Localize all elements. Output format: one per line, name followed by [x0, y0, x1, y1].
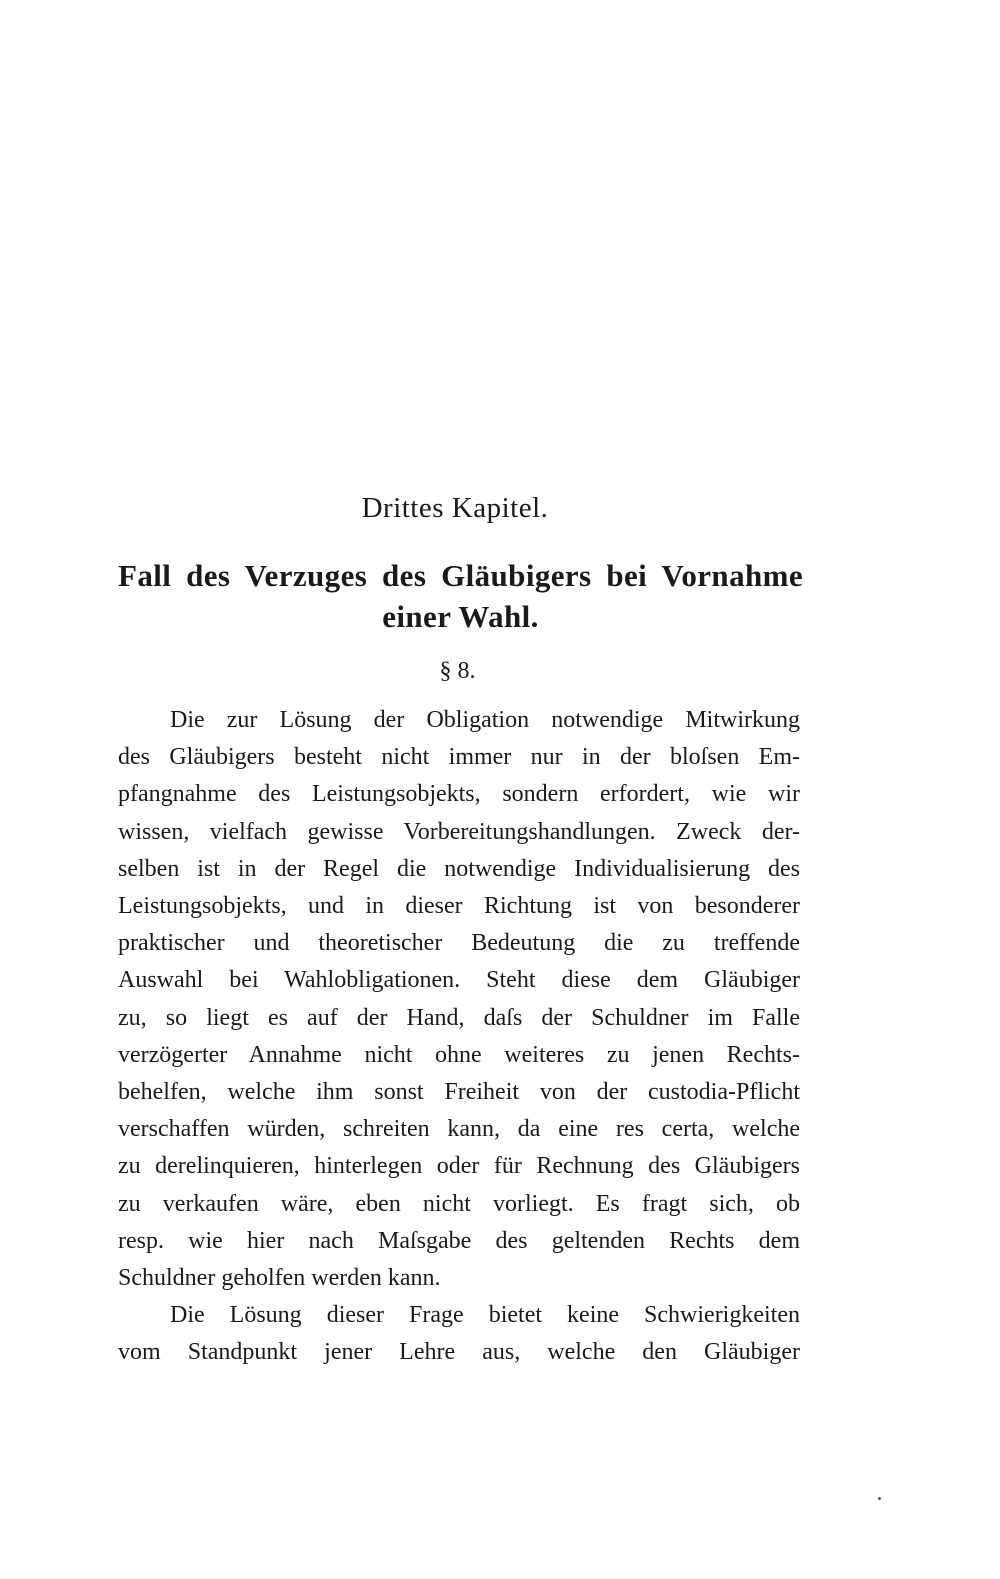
paragraph-1	[118, 702, 800, 1297]
text-line: behelfen, welche ihm sonst Freiheit von der custodia-Pflicht	[118, 1079, 800, 1106]
text-line: Die zur Lösung der Obligation notwendige Mitwirkung	[170, 707, 800, 733]
text-line: wissen, vielfach gewisse Vorbereitungshandlungen. Zweck der-	[118, 818, 800, 845]
text-line: Die Lösung dieser Frage bietet keine Schwierigkeiten	[170, 1302, 800, 1329]
text-line: verschaffen würden, schreiten kann, da eine res certa, welche	[118, 1116, 800, 1143]
text-line: Leistungsobjekts, und in dieser Richtung ist von besonderer	[118, 893, 800, 920]
text-line: Auswahl bei Wahlobligationen. Steht diese dem Gläubiger	[118, 967, 800, 994]
section-mark: § 8.	[439, 658, 476, 684]
print-speck	[878, 1497, 881, 1500]
text-line: Schuldner geholfen werden kann.	[118, 1265, 441, 1292]
paragraph-2	[118, 1297, 800, 1371]
text-line: zu derelinquieren, hinterlegen oder für Rechnung des Gläubigers	[118, 1153, 800, 1180]
chapter-title: Fall des Verzuges des Gläubigers bei Vornahme einer Wahl.	[118, 558, 803, 634]
text-line: resp. wie hier nach Maſsgabe des geltenden Rechts dem	[118, 1227, 800, 1254]
text-line: zu verkaufen wäre, eben nicht vorliegt. Es fragt sich, ob	[118, 1190, 800, 1217]
chapter-label: Drittes Kapitel.	[361, 492, 549, 524]
text-line: selben ist in der Regel die notwendige Individualisierung des	[118, 855, 800, 882]
body-text	[118, 702, 800, 1372]
text-line: vom Standpunkt jener Lehre aus, welche den Gläubiger	[118, 1339, 800, 1366]
text-line: zu, so liegt es auf der Hand, daſs der Schuldner im Falle	[118, 1004, 800, 1031]
text-line: des Gläubigers besteht nicht immer nur in der bloſsen Em-	[118, 744, 800, 771]
text-line: praktischer und theoretischer Bedeutung die zu treffende	[118, 930, 800, 957]
text-line: verzögerter Annahme nicht ohne weiteres zu jenen Rechts-	[118, 1041, 800, 1068]
text-line: pfangnahme des Leistungsobjekts, sondern erfordert, wie wir	[118, 781, 800, 808]
